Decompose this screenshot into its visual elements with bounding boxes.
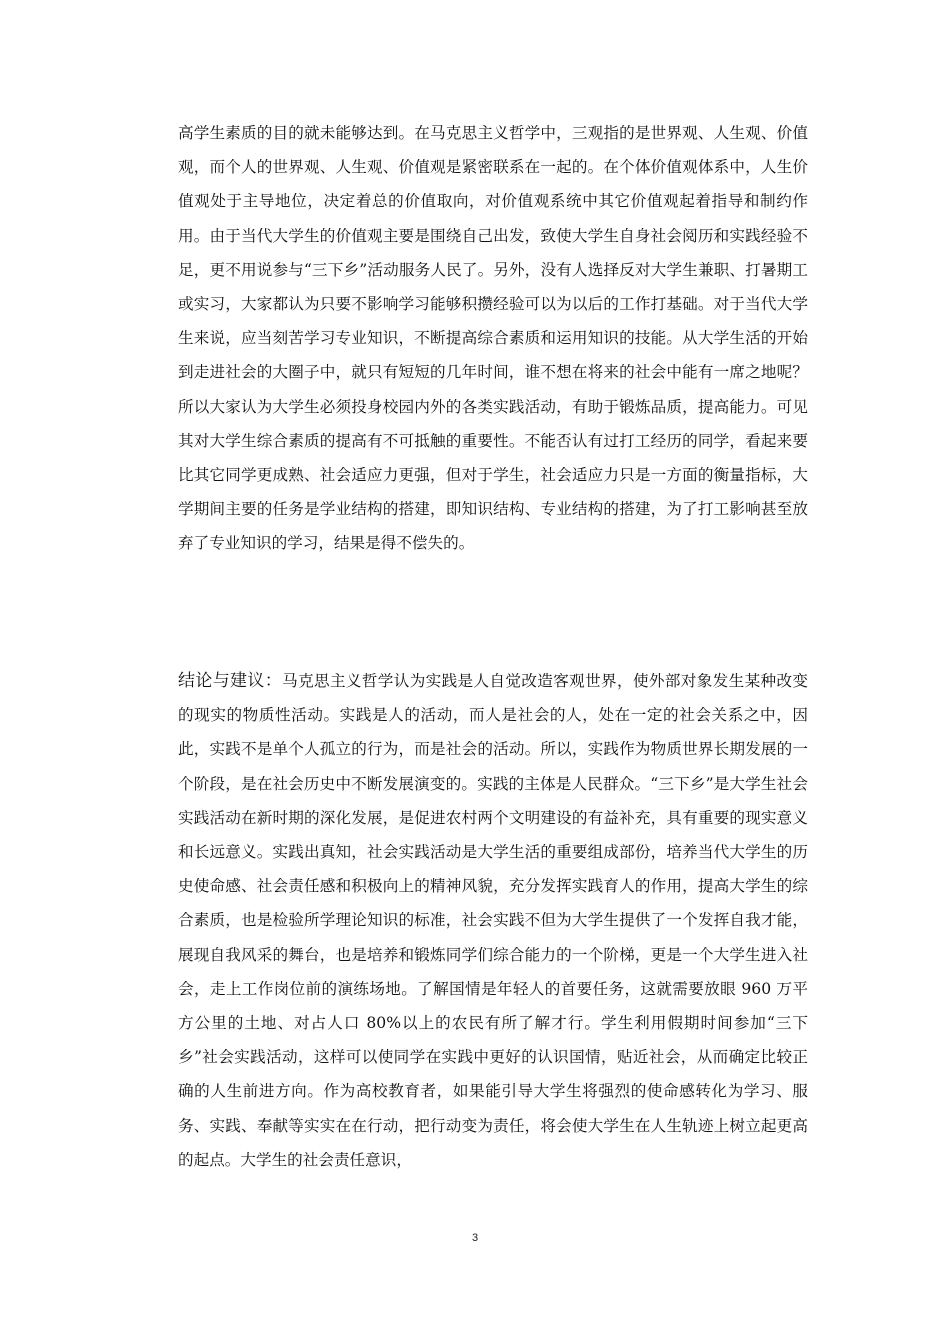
body-paragraph-1: 高学生素质的目的就未能够达到。在马克思主义哲学中，三观指的是世界观、人生观、价值观，而个人的世界观、人生观、价值观是紧密联系在一起的。在个体价值观体系中，人生价值观处于主导地位，决定着总的价值取向，对价值观系统中其它价值观起着指导和制约作用。由于当代大学生的价值观主要是围绕自己出发，致使大学生自身社会阅历和实践经验不足，更不用说参与“三下乡”活动服务人民了。另外，没有人选择反对大学生兼职、打暑期工或实习，大家都认为只要不影响学习能够积攒经验可以为以后的工作打基础。对于当代大学生来说，应当刻苦学习专业知识，不断提高综合素质和运用知识的技能。从大学生活的开始到走进社会的大圈子中，就只有短短的几年时间，谁不想在将来的社会中能有一席之地呢？所以大家认为大学生必须投身校园内外的各类实践活动，有助于锻炼品质，提高能力。可见其对大学生综合素质的提高有不可抵触的重要性。不能否认有过打工经历的同学，看起来要比其它同学更成熟、社会适应力更强，但对于学生，社会适应力只是一方面的衡量指标，大学期间主要的任务是学业结构的搭建，即知识结构、专业结构的搭建，为了打工影响甚至放弃了专业知识的学习，结果是得不偿失的。 [178,124,808,553]
body-paragraph-2 [178,664,808,1177]
page-number: 3 [471,1232,479,1244]
conclusion-text: 马克思主义哲学认为实践是人自觉改造客观世界，使外部对象发生某种改变的现实的物质性活动。实践是人的活动，而人是社会的人，处在一定的社会关系之中，因此，实践不是单个人孤立的行为，而是社会的活动。所以，实践作为物质世界长期发展的一个阶段，是在社会历史中不断发展演变的。实践的主体是人民群众。“三下乡”是大学生社会实践活动在新时期的深化发展，是促进农村两个文明建设的有益补充，具有重要的现实意义和长远意义。实践出真知，社会实践活动是大学生活的重要组成部份，培养当代大学生的历史使命感、社会责任感和积极向上的精神风貌，充分发挥实践育人的作用，提高大学生的综合素质，也是检验所学理论知识的标准，社会实践不但为大学生提供了一个发挥自我才能，展现自我风采的舞台，也是培养和锻炼同学们综合能力的一个阶梯，更是一个大学生进入社会，走上工作岗位前的演练场地。了解国情是年轻人的首要任务，这就需要放眼 960 万平方公里的土地、对占人口 80%以上的农民有所了解才行。学生利用假期时间参加“三下乡”社会实践活动，这样可以使同学在实践中更好的认识国情，贴近社会，从而确定比较正确的人生前进方向。作为高校教育者，如果能引导大学生将强烈的使命感转化为学习、服务、实践、奉献等实实在在行动，把行动变为责任，将会使大学生在人生轨迹上树立起更高的起点。大学生的社会责任意识， [178,672,808,1169]
section-heading-conclusion: 结论与建议： [178,671,283,691]
